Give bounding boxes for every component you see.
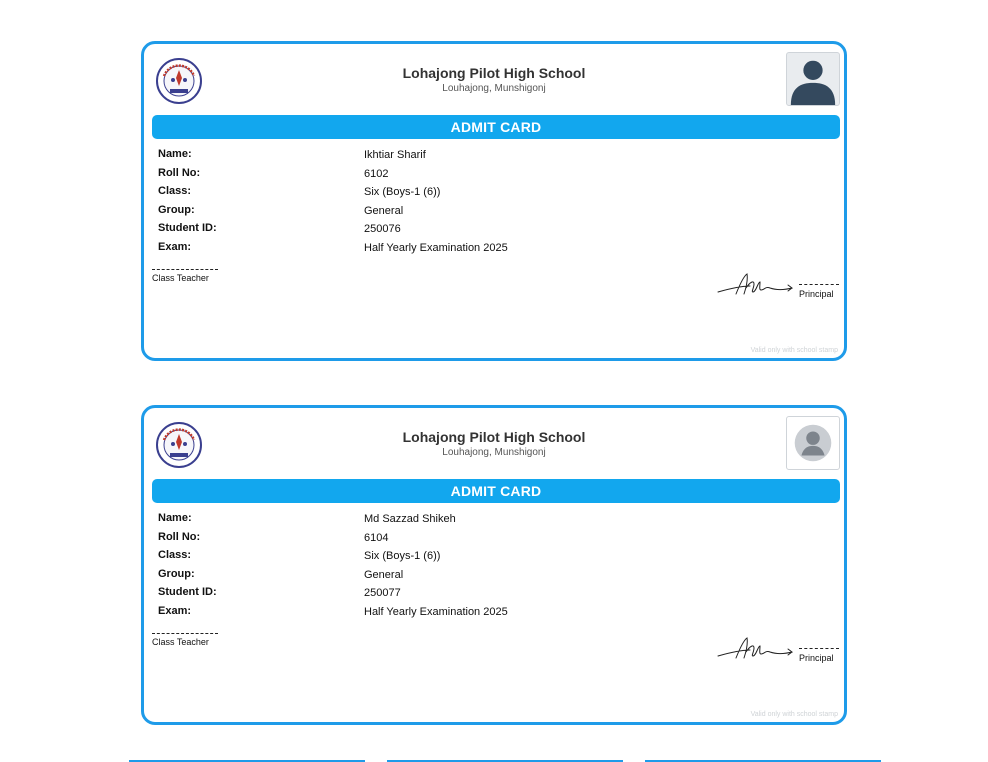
- info-row-class: [158, 549, 758, 568]
- student-info: [158, 512, 758, 624]
- principal-signature-line: [799, 284, 839, 285]
- field-value: General: [364, 204, 404, 217]
- student-photo: [786, 416, 840, 470]
- field-value: Ikhtiar Sharif: [364, 149, 426, 161]
- field-value: 6102: [364, 167, 389, 180]
- field-value: Half Yearly Examination 2025: [364, 241, 508, 254]
- field-value: Md Sazzad Shikeh: [364, 513, 456, 525]
- field-value: Six (Boys-1 (6)): [364, 186, 441, 199]
- school-name: Lohajong Pilot High School: [402, 65, 586, 81]
- class-teacher-label: Class Teacher: [152, 273, 209, 283]
- admit-card: [141, 41, 847, 361]
- field-label: Roll No:: [158, 166, 201, 179]
- stamp-note: Valid only with school stamp: [750, 711, 838, 718]
- admit-card-title: ADMIT CARD: [152, 479, 840, 503]
- info-row-roll: [158, 167, 758, 186]
- field-label: Name:: [158, 148, 192, 160]
- school-address: Louhajong, Munshigonj: [442, 447, 546, 458]
- avatar-placeholder-icon: [787, 417, 839, 469]
- school-name: Lohajong Pilot High School: [402, 429, 586, 445]
- info-row-group: [158, 204, 758, 223]
- school-address: Louhajong, Munshigonj: [442, 83, 546, 94]
- info-row-exam: [158, 605, 758, 624]
- principal-signature-icon: [716, 270, 796, 298]
- field-label: Class:: [158, 549, 192, 562]
- field-value: General: [364, 568, 404, 581]
- principal-signature-line: [799, 648, 839, 649]
- class-teacher-signature-line: [152, 269, 218, 270]
- field-label: Student ID:: [158, 222, 217, 235]
- principal-label: Principal: [799, 653, 834, 663]
- field-label: Name:: [158, 512, 192, 524]
- field-value: 6104: [364, 531, 389, 544]
- class-teacher-label: Class Teacher: [152, 637, 209, 647]
- field-label: Roll No:: [158, 530, 201, 543]
- field-label: Exam:: [158, 240, 192, 253]
- student-info: [158, 148, 758, 260]
- class-teacher-signature-line: [152, 633, 218, 634]
- info-row-exam: [158, 241, 758, 260]
- stamp-note: Valid only with school stamp: [750, 347, 838, 354]
- info-row-student-id: [158, 586, 758, 605]
- field-label: Group:: [158, 567, 195, 580]
- field-label: Exam:: [158, 604, 192, 617]
- field-value: Six (Boys-1 (6)): [364, 550, 441, 563]
- field-label: Student ID:: [158, 586, 217, 599]
- info-row-name: [158, 512, 758, 531]
- info-row-roll: [158, 531, 758, 550]
- info-row-group: [158, 568, 758, 587]
- student-photo: [786, 52, 840, 106]
- field-value: Half Yearly Examination 2025: [364, 605, 508, 618]
- field-label: Group:: [158, 203, 195, 216]
- principal-signature-icon: [716, 634, 796, 662]
- field-value: 250077: [364, 587, 401, 600]
- field-label: Class:: [158, 185, 192, 198]
- admit-card-title: ADMIT CARD: [152, 115, 840, 139]
- info-row-class: [158, 185, 758, 204]
- principal-label: Principal: [799, 289, 834, 299]
- person-silhouette-icon: [787, 53, 839, 105]
- admit-card: [141, 405, 847, 725]
- field-value: 250076: [364, 223, 401, 236]
- info-row-name: [158, 148, 758, 167]
- info-row-student-id: [158, 222, 758, 241]
